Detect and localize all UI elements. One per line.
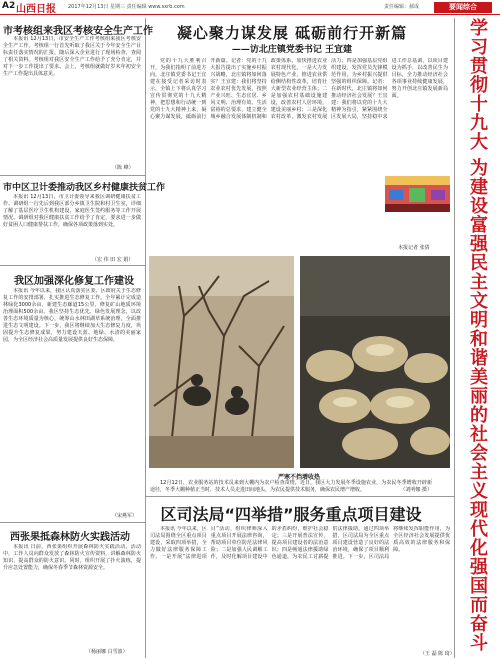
article-byline: （陈 峰）	[112, 165, 134, 171]
bottom-byline: （王 磊 陈 琦）	[420, 651, 455, 657]
article-body: 本报讯 12月13日，市卫计委领导来我区调研健康扶贫工作。调研组一行先后到我区部分乡镇卫生院和村卫生室，详细了解了基层医疗卫生机构建设、家庭医生签约服务等工作开展情况。调研组对我区健康扶贫工作给予了肯定，要求进一步做好贫困人口健康帮扶工作，确保各项政策落到实处。	[3, 194, 141, 228]
feature-body: 党的十九大胜利召开，为我们指明了前进方向。北庄镇党委书记王宜建在接受记者采访时表示，全镇上下将认真学习宣传贯彻党的十九大精神，把思想和行动统一到党的十九大精神上来，凝心聚力谋发展，砥砺前行开新篇。记者：党的十九大报告提出了实施乡村振兴战略，北庄镇将如何落实？王宜建：我们将坚持农业农村优先发展，按照产业兴旺、生态宜居、乡风文明、治理有效、生活富裕的总要求，建立健全城乡融合发展体制机制和政策体系，加快推进农业农村现代化。一是大力发展特色产业，推进农业供给侧结构性改革，培育壮大新型农业经营主体；二是加强农村基础设施建设，改善农村人居环境，建设美丽乡村；三是深化农村改革，激发农村发展活力；四是加强基层党组织建设，发挥党员先锋模范作用，为乡村振兴提供坚强的组织保障。记者：在新时代，北庄镇将如何推动经济社会发展？王宜建：我们将以党的十九大精神为指引，紧紧围绕全区发展大局，坚持稳中求进工作总基调，以项目建设为抓手，以改善民生为目标，全力推动经济社会各项事业持续健康发展，努力开创北庄镇发展新局面。	[150, 58, 448, 120]
feature-headline: 凝心聚力谋发展 砥砺前行开新篇	[176, 24, 408, 42]
article-byline: （宋燕军）	[112, 513, 138, 519]
article-body: 本报讯 日前，西张果组织开展森林防火实践活动。活动中，工作人员向群众发放了森林防火宣传资料，讲解森林防火知识，提高群众的防火意识。同时，组织开展了扑火演练，提升应急处置能力，确保冬春季节森林资源安全。	[3, 544, 141, 571]
dateline: 2017年12月13日 星期三 责任编辑 www.sxrb.com	[68, 4, 185, 10]
editor-credit: 责任编辑：郝成	[384, 4, 420, 10]
photo-caption-title: 严寒不挡增收热	[278, 474, 321, 481]
slogan-text: 学习贯彻十九大 为建设富强民主文明和谐美丽的社会主义现代化强国而奋斗	[467, 18, 488, 653]
article-title: 市中区卫计委推动我区乡村健康扶贫工作	[3, 183, 166, 193]
photo-byline: （刘明娜 摄）	[400, 486, 432, 493]
photo-caption: 12月12日，农业服务站的技术员来到大棚内为农户检查苗情，近日，我区大力发展冬季设施农业，为农民冬季增收开辟新途径，冬季大棚种植正当时，技术人员走进田间地头，为农民提供技术服务，确保农民增产增收。 （刘明娜 摄）	[150, 480, 432, 493]
article-body: 本报讯 今年以来，我区认真落实区委、区政府关于生态修复工作的安排部署，扎实推进生态修复工作。全年累计完成造林绿化3000余亩，新建生态廊道15公里，修复矿山地质环境治理面积500余亩。我区坚持生态优先、绿色发展理念，以改善生态环境质量为核心，统筹山水林田湖草系统治理，全面推进生态文明建设。下一步，我区将继续加大生态修复力度，巩固提升生态修复成果，努力建设天蓝、地绿、水清的美丽家园，为全区经济社会高质量发展提供良好生态保障。	[3, 288, 141, 343]
fungus-photo	[300, 256, 450, 468]
row-divider	[146, 496, 454, 497]
vineyard-photo	[149, 256, 294, 468]
article-byline: （杨丽娜 白雪波）	[86, 649, 128, 655]
article-body: 本报讯 12月13日，市安全生产工作考核组来我区考核安全生产工作。考核组一行首先听取了我区关于今年安全生产目标责任落实情况的汇报，随后深入企业进行了现场检查，查阅了相关资料。考核组对我区安全生产工作给予了充分肯定，并对下一步工作提出了要求。会上，考核组就做好岁末年初安全生产工作提出具体意见。	[3, 36, 141, 77]
row-divider	[0, 522, 145, 523]
section-badge: 要闻综合	[434, 2, 492, 13]
vertical-slogan	[456, 18, 498, 658]
page-header	[0, 0, 500, 15]
bottom-body: 本报讯 今年以来，区司法局围绕全区重点项目建设，采取四项举措，全力做好法律服务保障工作。一是开展“法律进项目”活动，组织律师深入重点项目开展法律咨询，帮助项目单位防范法律风险；二是加强人民调解工作，及时化解项目建设中的矛盾纠纷，维护社会稳定；三是开展普法宣传，提高项目建设者的法治意识；四是畅通法律援助绿色通道，为农民工讨薪提供法律援助。通过四项举措，区司法局为全区重点项目建设营造了良好的法治环境，确保了项目顺利推进。下一步，区司法局将继续发挥职能作用，为全区经济社会发展提供优质高效的法律服务和保障。	[150, 526, 450, 560]
row-divider	[0, 265, 145, 266]
page-number: A2	[2, 1, 16, 11]
article-byline: （宏 伟 田 宏 娟）	[92, 257, 134, 263]
article-title: 我区加强深化修复工作建设	[14, 276, 134, 287]
feature-photo	[385, 176, 450, 212]
feature-byline: 本报记者 张倩	[398, 245, 430, 251]
bottom-headline: 区司法局“四举措”服务重点项目建设	[160, 505, 422, 524]
column-divider	[145, 18, 146, 658]
masthead: 山西日报	[16, 4, 56, 15]
row-divider	[0, 175, 145, 176]
article-title: 西张果抵森林防火实践活动	[10, 532, 130, 543]
article-title: 市考核组来我区考核安全生产工作	[3, 26, 153, 37]
feature-subtitle: ——访北庄镇党委书记 王宜建	[231, 45, 353, 55]
column-divider	[454, 18, 455, 658]
